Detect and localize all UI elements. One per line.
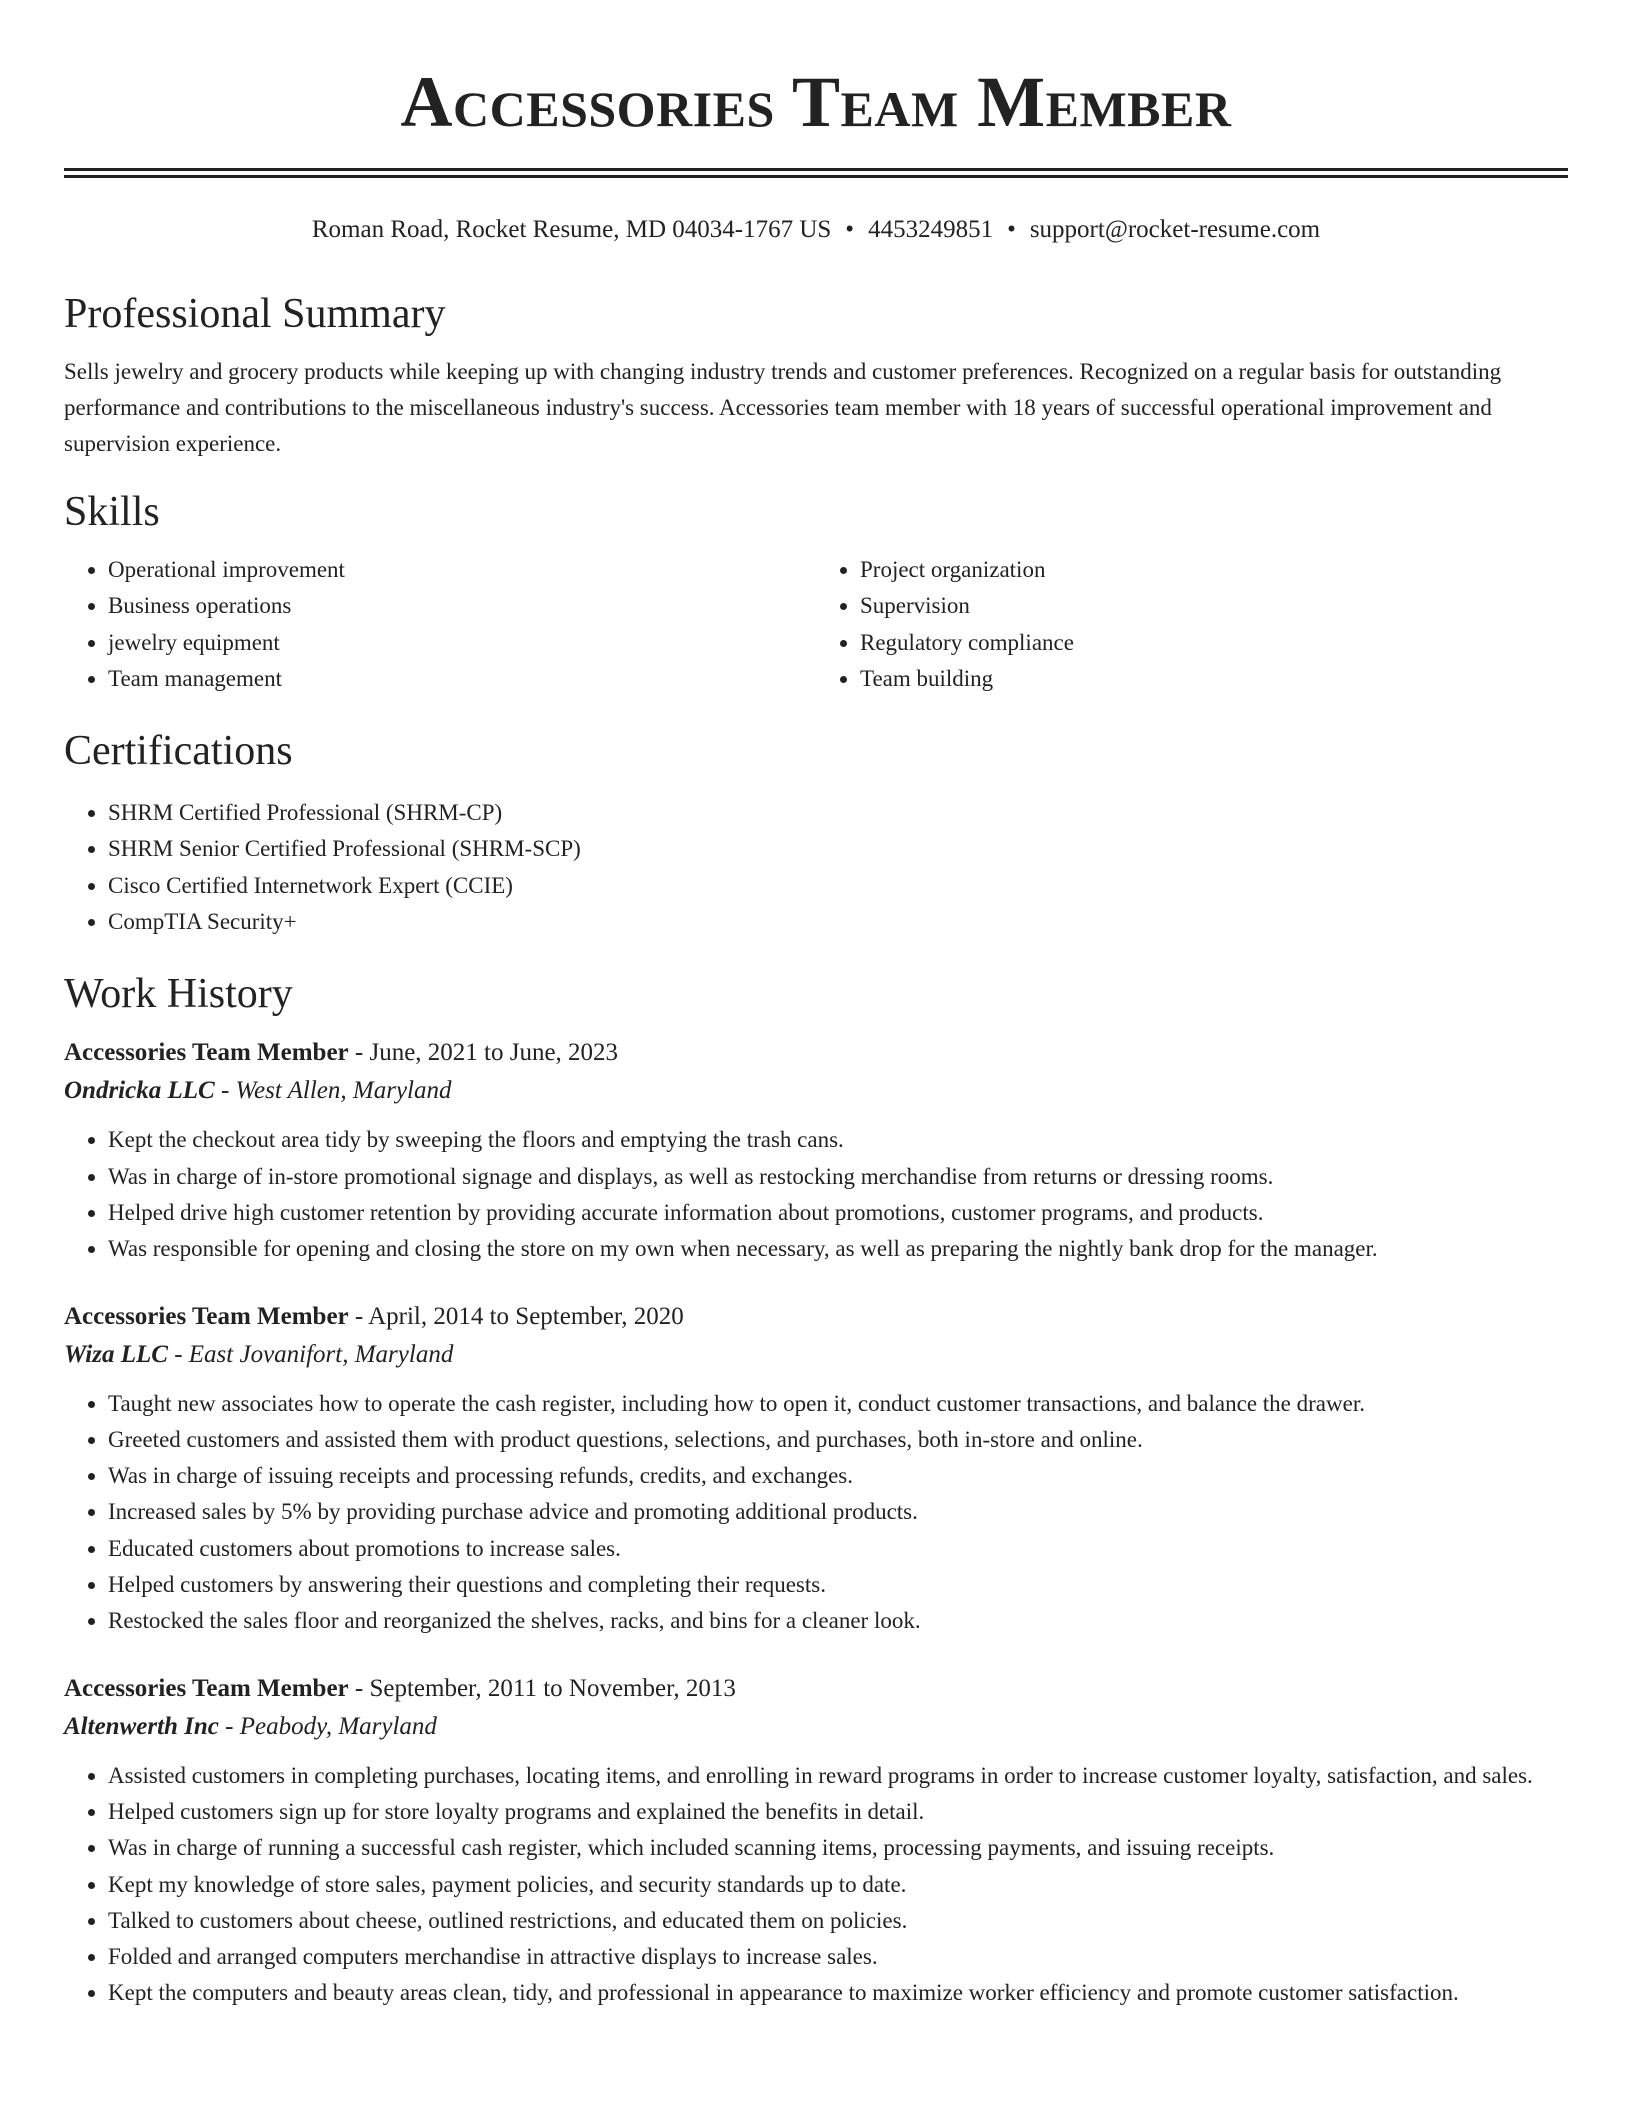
certification-item: • CompTIA Security+ <box>108 904 1568 940</box>
job-company: Ondricka LLC <box>64 1077 215 1105</box>
job-bullet: • Kept the computers and beauty areas clean, tidy, and professional in appearance to maximize worker efficiency and promote customer satisfaction. <box>108 1975 1568 2011</box>
job-bullet: • Helped customers by answering their questions and completing their requests. <box>108 1567 1568 1603</box>
skill-item: • Team building <box>860 661 1568 697</box>
job-company: Altenwerth Inc <box>64 1712 219 1740</box>
job-company-line <box>64 1708 1568 1746</box>
job-role: Accessories Team Member <box>64 1674 349 1702</box>
job-company-line <box>64 1072 1568 1110</box>
job-bullet: • Educated customers about promotions to increase sales. <box>108 1531 1568 1567</box>
job-title-line <box>64 1034 1568 1072</box>
job-bullet: • Was in charge of running a successful cash register, which included scanning items, processing payments, and issuing receipts. <box>108 1830 1568 1866</box>
contact-email: support@rocket-resume.com <box>1029 216 1321 243</box>
skills-columns <box>64 552 1568 697</box>
certifications-list <box>64 795 1568 940</box>
contact-phone: 4453249851 <box>868 216 994 243</box>
job-company: Wiza LLC <box>64 1340 168 1368</box>
skill-item: • Team management <box>108 661 816 697</box>
contact-address: Roman Road, Rocket Resume, MD 04034-1767 US <box>311 216 832 243</box>
contact-line <box>64 214 1568 246</box>
skill-item: • jewelry equipment <box>108 625 816 661</box>
job-company-line <box>64 1336 1568 1374</box>
job-entry <box>64 1298 1568 1640</box>
job-bullet: • Talked to customers about cheese, outlined restrictions, and educated them on policies. <box>108 1903 1568 1939</box>
skill-item: • Supervision <box>860 588 1568 624</box>
job-role: Accessories Team Member <box>64 1039 349 1067</box>
skill-item: • Business operations <box>108 588 816 624</box>
contact-separator: • <box>1007 216 1016 243</box>
job-entry <box>64 1670 1568 2012</box>
job-bullets <box>64 1122 1568 1267</box>
contact-separator: • <box>845 216 855 243</box>
job-bullet: • Kept the checkout area tidy by sweeping the floors and emptying the trash cans. <box>108 1122 1568 1158</box>
job-bullet: • Increased sales by 5% by providing purchase advice and promoting additional products. <box>108 1494 1568 1530</box>
skills-right-list <box>816 552 1568 697</box>
job-bullet: • Was in charge of issuing receipts and processing refunds, credits, and exchanges. <box>108 1458 1568 1494</box>
skill-item: • Operational improvement <box>108 552 816 588</box>
job-dates: - June, 2021 to June, 2023 <box>348 1039 619 1067</box>
job-dates: - September, 2011 to November, 2013 <box>348 1674 736 1702</box>
job-dates: - April, 2014 to September, 2020 <box>348 1302 684 1330</box>
title-double-rule <box>64 168 1568 178</box>
resume-title: Accessories Team Member <box>400 62 1232 142</box>
job-bullets <box>64 1386 1568 1640</box>
job-entry <box>64 1034 1568 1267</box>
skills-left-list <box>64 552 816 697</box>
job-bullet: • Was in charge of in-store promotional signage and displays, as well as restocking merchandise from returns or dressing rooms. <box>108 1159 1568 1195</box>
summary-text: Sells jewelry and grocery products while keeping up with changing industry trends and customer preferences. Recognized on a regular basis for outstanding performance and contributions to the miscellaneous industry's success. Accessories team member with 18 years of successful operational improvement and supervision experience. <box>64 359 1502 456</box>
skill-item: • Regulatory compliance <box>860 625 1568 661</box>
job-bullet: • Taught new associates how to operate the cash register, including how to open it, conduct customer transactions, and balance the drawer. <box>108 1386 1568 1422</box>
job-title-line <box>64 1670 1568 1708</box>
job-bullet: • Folded and arranged computers merchandise in attractive displays to increase sales. <box>108 1939 1568 1975</box>
skills-heading: Skills <box>64 489 160 535</box>
skill-item: • Project organization <box>860 552 1568 588</box>
job-title-line <box>64 1298 1568 1336</box>
job-bullet: • Kept my knowledge of store sales, payment policies, and security standards up to date. <box>108 1867 1568 1903</box>
work-history-heading: Work History <box>64 971 293 1018</box>
job-role: Accessories Team Member <box>64 1302 349 1330</box>
job-bullet: • Helped customers sign up for store loyalty programs and explained the benefits in detail. <box>108 1794 1568 1830</box>
job-bullets <box>64 1758 1568 2012</box>
certifications-heading: Certifications <box>64 728 293 775</box>
job-bullet: • Restocked the sales floor and reorganized the shelves, racks, and bins for a cleaner look. <box>108 1603 1568 1639</box>
job-location: - East Jovanifort, Maryland <box>167 1340 454 1368</box>
certification-item: • Cisco Certified Internetwork Expert (CCIE) <box>108 868 1568 904</box>
job-location: - Peabody, Maryland <box>218 1712 437 1740</box>
job-location: - West Allen, Maryland <box>214 1077 452 1105</box>
job-bullet: • Assisted customers in completing purchases, locating items, and enrolling in reward programs in order to increase customer loyalty, satisfaction, and sales. <box>108 1758 1568 1794</box>
job-bullet: • Greeted customers and assisted them with product questions, selections, and purchases, both in-store and online. <box>108 1422 1568 1458</box>
summary-heading: Professional Summary <box>64 291 446 337</box>
certification-item: • SHRM Senior Certified Professional (SHRM-SCP) <box>108 831 1568 867</box>
job-bullet: • Was responsible for opening and closing the store on my own when necessary, as well as preparing the nightly bank drop for the manager. <box>108 1231 1568 1267</box>
certification-item: • SHRM Certified Professional (SHRM-CP) <box>108 795 1568 831</box>
job-bullet: • Helped drive high customer retention by providing accurate information about promotions, customer programs, and products. <box>108 1195 1568 1231</box>
